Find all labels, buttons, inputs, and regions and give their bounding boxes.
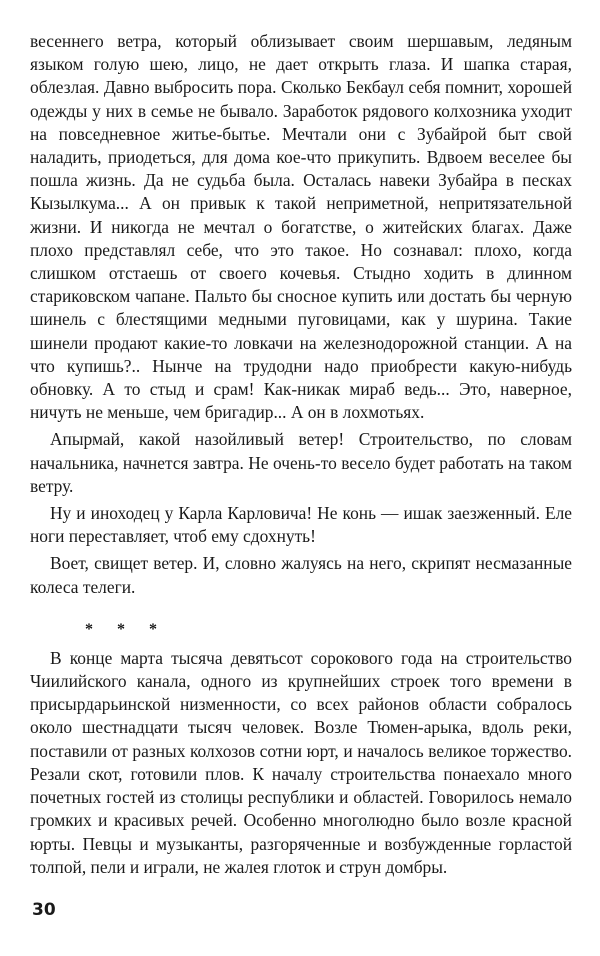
paragraph-5: В конце марта тысяча девятьсот сорокового года на строительство Чиилийского канала, одного из крупнейших строек того времени в присырдарьинской низменности, со всех районов области собралось около шестнадцати тысяч человек. Возле Тюмен-арыка, вдоль реки, поставили от разных колхозов сотни юрт, и началось великое торжество. Резали скот, готовили плов. К началу строительства понаехало много почетных гостей из столицы республики и областей. Говорилось немало громких и красивых речей. Особенно многолюдно было возле красной юрты. Певцы и музыканты, разгоряченные и возбужденные горластой толпой, пели и играли, не жалея глоток и струн домбры.: [30, 647, 572, 877]
page-number: 30: [32, 900, 56, 920]
section-separator: * * *: [85, 620, 167, 638]
paragraph-3: Ну и иноходец у Карла Карловича! Не конь — ишак заезженный. Еле ноги переставляет, чтоб ему сдохнуть!: [30, 503, 572, 547]
page-body: [30, 30, 572, 879]
paragraph-4: Воет, свищет ветер. И, словно жалуясь на него, скрипят несмазанные колеса телеги.: [30, 553, 572, 597]
paragraph-2: Апырмай, какой назойливый ветер! Строительство, по словам начальника, начнется завтра. Не очень-то весело будет работать на таком ветру.: [30, 429, 572, 496]
paragraph-1: весеннего ветра, который облизывает своим шершавым, ледяным языком голую шею, лицо, не дает открыть глаза. И шапка старая, облезлая. Давно выбросить пора. Сколько Бекбаул себя помнит, хорошей одежды у них в семье не бывало. Заработок рядового колхозника уходит на повседневное житье-бытье. Мечтали они с Зубайрой быт свой наладить, приодеться, для дома кое-что прикупить. Вдвоем веселее бы пошла жизнь. Да не судьба была. Осталась навеки Зубайра в песках Кызылкума... А он привык к такой неприметной, непритязательной жизни. И никогда не мечтал о богатстве, о житейских благах. Даже плохо представлял себе, что это такое. Но сознавал: плохо, когда слишком отстаешь от своего кочевья. Стыдно ходить в длинном стариковском чапане. Пальто бы сносное купить или достать бы черную шинель с блестящими медными пуговицами, как у шурина. Такие шинели продают какие-то ловкачи на железнодорожной станции. А на что купишь?.. Нынче на трудодни надо приобрести какую-нибудь обновку. А то стыд и срам! Как-никак мираб ведь... Это, наверное, ничуть не меньше, чем бригадир... А он в лохмотьях.: [30, 31, 572, 423]
